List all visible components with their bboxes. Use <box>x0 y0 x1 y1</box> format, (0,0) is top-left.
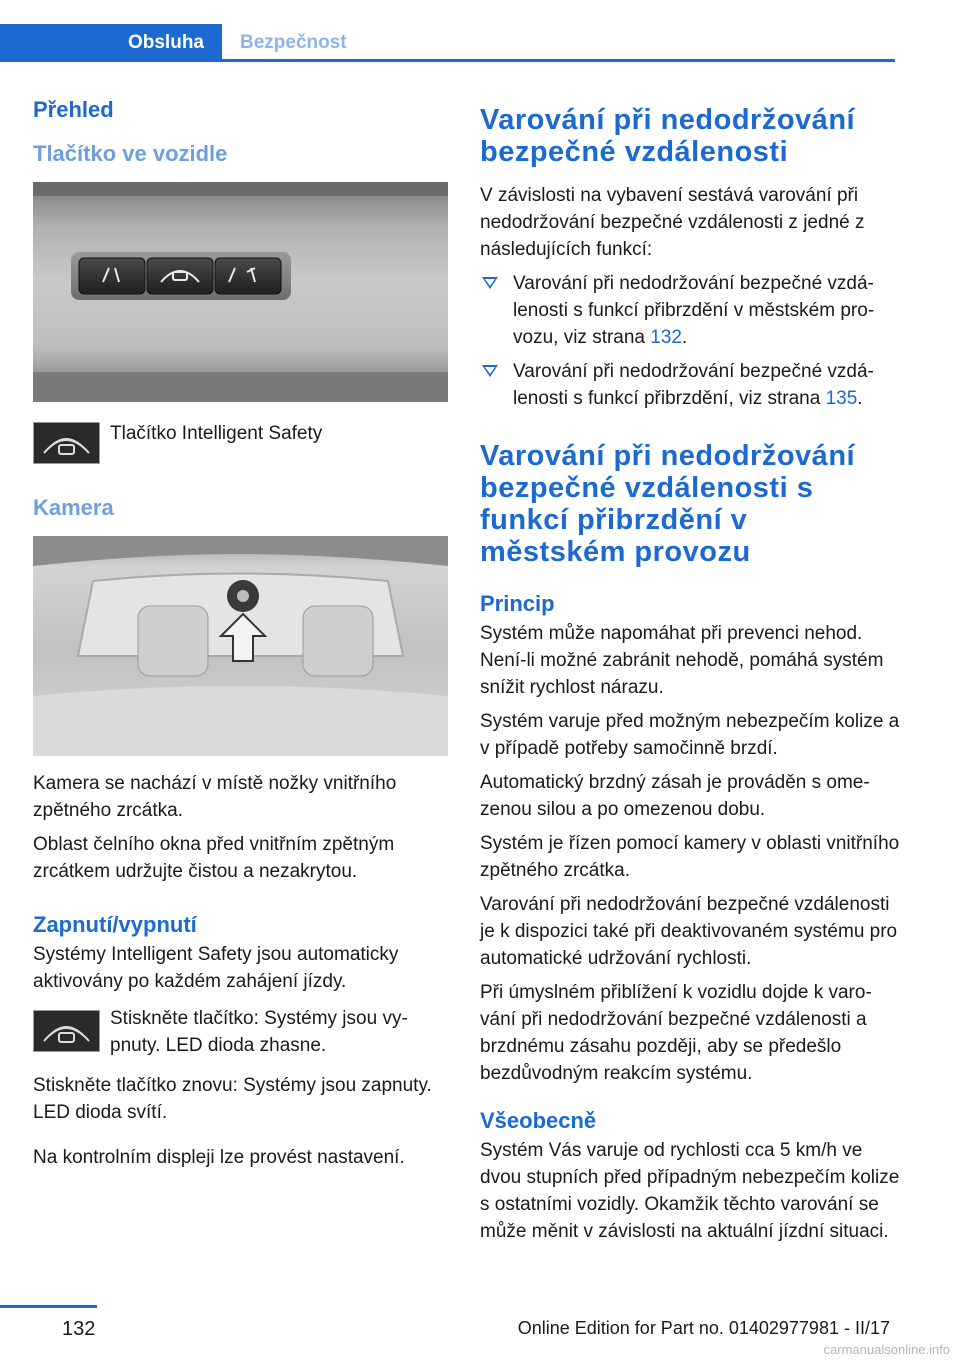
list-item: Varování při nedodržování bezpečné vzdálenosti s funkcí přibrzdění, viz strana 135. <box>480 358 900 412</box>
principle-paragraph: Při úmyslném přiblížení k vozidlu dojde k varování při nedodržování bezpečné vzdálenosti a brzdnému zásahu později, aby se předešlo bezdůvodným reakcím systému. <box>480 982 872 1084</box>
title-2: Varování při nedodržování bezpečné vzdálenosti s funkcí přibrzdění v městském provozu <box>480 440 856 568</box>
camera-paragraph-2: Oblast čelního okna před vnitřním zpětným zrcátkem udržujte čistou a nezakrytou. <box>33 834 395 882</box>
onoff-heading: Zapnutí/vypnutí <box>33 912 197 937</box>
principle-heading: Princip <box>480 591 555 616</box>
intelligent-safety-icon <box>33 1010 100 1052</box>
general-paragraph: Systém Vás varuje od rychlosti cca 5 km/h ve dvou stupních před případným nebezpečím kolize s ostatními vozidly. Okamžik těchto varování se může měnit v závislosti na aktuální jízdní situaci. <box>480 1140 900 1242</box>
camera-photo <box>33 536 448 756</box>
button-caption: Tlačítko Intelligent Safety <box>110 423 323 444</box>
button-caption-row <box>33 420 448 464</box>
tab-underline <box>222 59 895 62</box>
onoff-icon-row <box>33 1005 448 1066</box>
title-1: Varování při nedodržování bezpečné vzdálenosti <box>480 104 856 168</box>
bullet-triangle-icon <box>482 277 498 289</box>
general-heading: Všeobecně <box>480 1108 597 1133</box>
tab-obsluha[interactable]: Obsluha <box>0 24 222 62</box>
intro-paragraph: V závislosti na vybavení sestává varování při nedodržování bezpečné vzdálenosti z jedné z následujících funkcí: <box>480 185 865 260</box>
onoff-icon-text: Stiskněte tlačítko: Systémy jsou vypnuty. LED dioda zhasne. <box>110 1008 408 1056</box>
onoff-paragraph-3: Na kontrolním displeji lze provést nastavení. <box>33 1147 405 1168</box>
footer-rule <box>0 1305 97 1308</box>
principle-paragraph: Varování při nedodržování bezpečné vzdálenosti je k dispozici také při deaktivovaném systému pro automatické udržování rychlosti. <box>480 894 898 969</box>
intelligent-safety-icon <box>33 422 100 464</box>
page-number: 132 <box>62 1318 96 1340</box>
left-column <box>33 96 448 1178</box>
watermark: carmanualsonline.info <box>823 1342 950 1357</box>
edition-note: Online Edition for Part no. 01402977981 - II/17 <box>517 1318 890 1338</box>
principle-paragraph: Automatický brzdný zásah je prováděn s omezenou silou a po omezenou dobu. <box>480 772 870 820</box>
principle-paragraph: Systém varuje před možným nebezpečím kolize a v případě potřeby samočinně brzdí. <box>480 711 900 759</box>
right-column <box>480 104 900 1252</box>
button-heading: Tlačítko ve vozidle <box>33 141 228 166</box>
bullet-triangle-icon <box>482 365 498 377</box>
list-item: Varování při nedodržování bezpečné vzdálenosti s funkcí přibrzdění v městském provozu, viz strana 132. <box>480 270 900 351</box>
principle-paragraph: Systém může napomáhat při prevenci nehod. Není-li možné zabránit nehodě, pomáhá systém snížit rychlost nárazu. <box>480 623 884 698</box>
page-link[interactable]: 132 <box>650 327 682 348</box>
overview-heading: Přehled <box>33 97 114 122</box>
button-panel-photo <box>33 182 448 402</box>
camera-paragraph-1: Kamera se nachází v místě nožky vnitřního zpětného zrcátka. <box>33 773 397 821</box>
principle-paragraph: Systém je řízen pomocí kamery v oblasti vnitřního zpětného zrcátka. <box>480 833 900 881</box>
function-list <box>480 270 900 412</box>
tab-bezpecnost[interactable]: Bezpečnost <box>240 32 347 53</box>
camera-heading: Kamera <box>33 495 114 520</box>
camera-illustration <box>33 536 448 756</box>
page-link[interactable]: 135 <box>825 388 858 409</box>
section-tabs <box>0 24 895 62</box>
onoff-paragraph-1: Systémy Intelligent Safety jsou automaticky aktivovány po každém zahájení jízdy. <box>33 944 399 992</box>
onoff-paragraph-2: Stiskněte tlačítko znovu: Systémy jsou zapnuty. LED dioda svítí. <box>33 1075 432 1123</box>
button-panel-illustration <box>33 182 448 402</box>
